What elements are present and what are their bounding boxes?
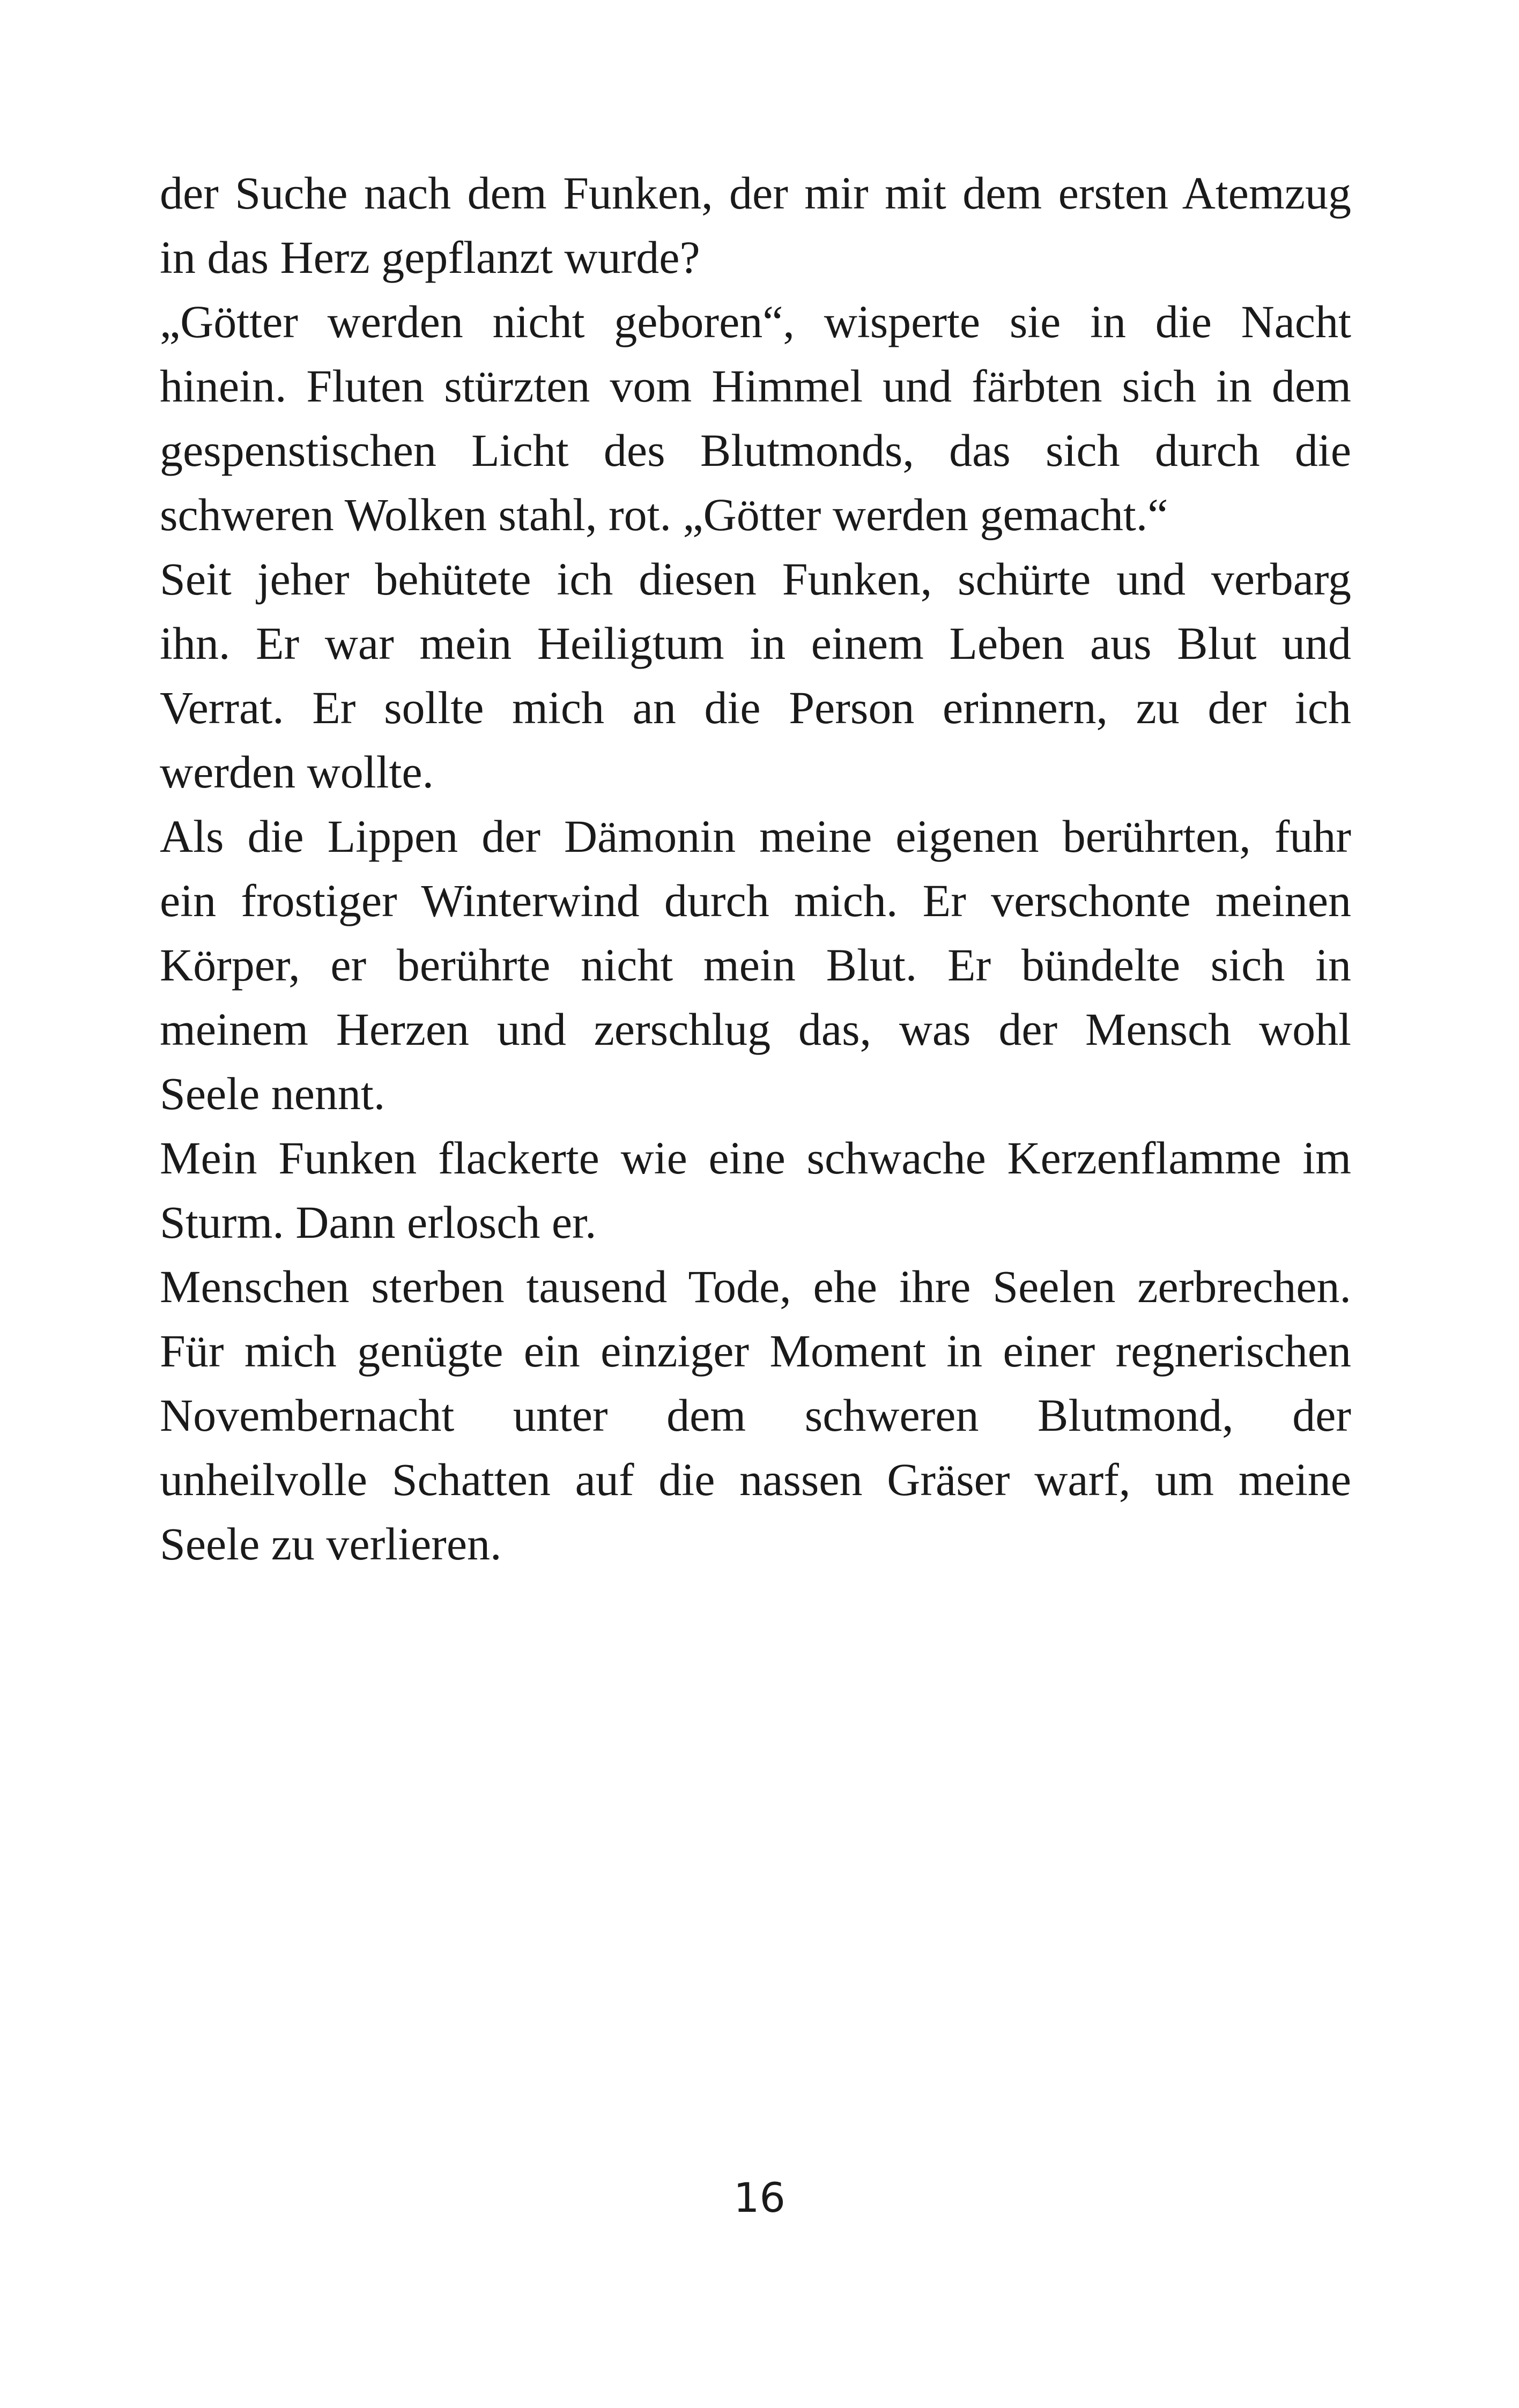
text-line: in das Herz gepflanzt wurde? [160, 232, 700, 283]
text-line: Als die Lippen der Dämonin meine eigenen berührten, fuhr [160, 811, 1351, 862]
text-line: Für mich genügte ein einziger Moment in einer regnerischen [160, 1325, 1351, 1377]
text-line: werden wollte. [160, 746, 434, 798]
text-line: Novembernacht unter dem schweren Blutmond, der [160, 1389, 1351, 1441]
text-line: Seele nennt. [160, 1068, 386, 1119]
text-line: unheilvolle Schatten auf die nassen Gräser warf, um meine [160, 1454, 1351, 1505]
body-text [160, 161, 1351, 1576]
text-line: Verrat. Er sollte mich an die Person erinnern, zu der ich [160, 682, 1351, 733]
text-line: „Götter werden nicht geboren“, wisperte sie in die Nacht [160, 296, 1351, 347]
text-line: Körper, er berührte nicht mein Blut. Er bündelte sich in [160, 939, 1351, 991]
text-line: hinein. Fluten stürzten vom Himmel und färbten sich in dem [160, 360, 1351, 412]
page-number: 16 [733, 2174, 786, 2221]
text-line: der Suche nach dem Funken, der mir mit dem ersten Atemzug [160, 167, 1351, 219]
text-line: meinem Herzen und zerschlug das, was der Mensch wohl [160, 1004, 1351, 1055]
text-line: Menschen sterben tausend Tode, ehe ihre Seelen zerbrechen. [160, 1261, 1351, 1312]
text-line: ein frostiger Winterwind durch mich. Er verschonte meinen [160, 875, 1351, 926]
text-line: gespenstischen Licht des Blutmonds, das sich durch die [160, 425, 1351, 476]
text-line: Mein Funken flackerte wie eine schwache Kerzenflamme im [160, 1132, 1351, 1184]
text-line: Seit jeher behütete ich diesen Funken, schürte und verbarg [160, 553, 1351, 605]
text-line: Sturm. Dann erlosch er. [160, 1196, 597, 1248]
text-line: Seele zu verlieren. [160, 1518, 502, 1570]
text-line: schweren Wolken stahl, rot. „Götter werden gemacht.“ [160, 489, 1168, 540]
text-line: ihn. Er war mein Heiligtum in einem Leben aus Blut und [160, 618, 1351, 669]
